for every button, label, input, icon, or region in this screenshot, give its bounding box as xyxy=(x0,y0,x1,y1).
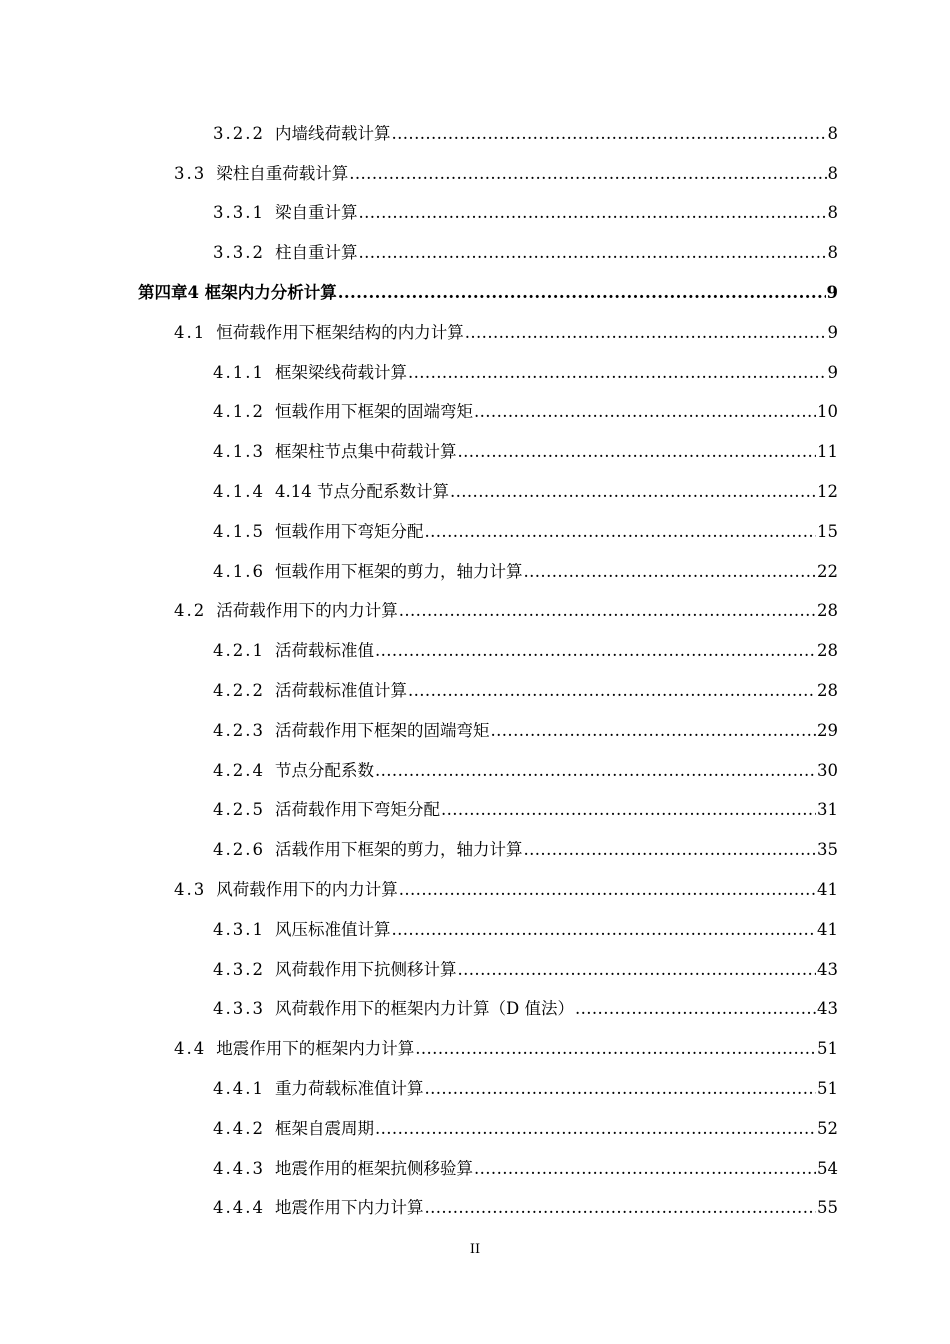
toc-entry-page: 55 xyxy=(817,1198,838,1218)
table-of-contents xyxy=(0,114,950,1228)
toc-entry-title: 恒荷载作用下框架结构的内力计算 xyxy=(216,322,464,342)
toc-entry-number: 3.3.1 xyxy=(213,203,265,223)
toc-entry-title: 恒载作用下框架的剪力，轴力计算 xyxy=(274,561,523,581)
dot-leader xyxy=(490,721,816,741)
dot-leader xyxy=(358,243,826,263)
dot-leader xyxy=(575,999,816,1019)
toc-entry-number: 4.2.6 xyxy=(213,840,265,860)
toc-entry-page: 10 xyxy=(817,402,838,422)
toc-entry-number: 4.1.6 xyxy=(213,561,265,581)
toc-entry-page: 28 xyxy=(817,601,838,621)
toc-entry-title: 4 框架内力分析计算 xyxy=(187,283,337,303)
dot-leader xyxy=(408,363,827,383)
toc-entry-title: 风荷载作用下的内力计算 xyxy=(216,880,398,900)
dot-leader xyxy=(523,562,816,582)
toc-entry-title: 活载作用下框架的剪力，轴力计算 xyxy=(274,840,523,860)
dot-leader xyxy=(457,442,816,462)
toc-entry[interactable] xyxy=(0,870,950,910)
dot-leader xyxy=(441,800,816,820)
toc-entry-number: 4.2.5 xyxy=(213,800,265,820)
dot-leader xyxy=(474,1159,816,1179)
toc-entry-title: 地震作用下内力计算 xyxy=(274,1198,424,1218)
toc-entry[interactable] xyxy=(0,751,950,791)
toc-entry-page: 12 xyxy=(817,482,838,502)
dot-leader xyxy=(415,1039,816,1059)
toc-entry[interactable] xyxy=(0,950,950,990)
toc-entry-title: 活荷载标准值 xyxy=(274,641,374,661)
toc-entry-page: 35 xyxy=(817,840,838,860)
dot-leader xyxy=(399,880,816,900)
toc-entry-number: 3.2.2 xyxy=(213,123,265,143)
toc-entry-page: 41 xyxy=(817,880,838,900)
toc-entry-number: 4.2.4 xyxy=(213,760,265,780)
toc-entry-title: 地震作用的框架抗侧移验算 xyxy=(274,1158,473,1178)
toc-entry-number: 4.4.1 xyxy=(213,1079,265,1099)
dot-leader xyxy=(399,601,816,621)
toc-entry-number: 4.2 xyxy=(174,601,207,621)
toc-entry-page: 8 xyxy=(827,163,838,183)
toc-entry-page: 31 xyxy=(817,800,838,820)
toc-entry-title: 柱自重计算 xyxy=(274,243,358,263)
toc-entry-number: 4.4.4 xyxy=(213,1198,265,1218)
toc-entry-page: 29 xyxy=(817,720,838,740)
toc-entry[interactable] xyxy=(0,671,950,711)
toc-entry-page: 8 xyxy=(827,243,838,263)
toc-entry-number: 3.3.2 xyxy=(213,243,265,263)
dot-leader xyxy=(450,482,816,502)
toc-entry[interactable] xyxy=(0,512,950,552)
toc-entry-number: 4.3.3 xyxy=(213,999,265,1019)
toc-entry[interactable] xyxy=(0,592,950,632)
toc-entry-title: 活荷载作用下弯矩分配 xyxy=(274,800,440,820)
toc-entry-title: 活荷载作用下框架的固端弯矩 xyxy=(274,720,490,740)
dot-leader xyxy=(523,840,816,860)
dot-leader xyxy=(338,283,826,303)
toc-entry[interactable] xyxy=(0,393,950,433)
toc-entry-page: 9 xyxy=(827,362,838,382)
dot-leader xyxy=(375,761,816,781)
dot-leader xyxy=(375,641,816,661)
toc-entry[interactable] xyxy=(0,313,950,353)
toc-entry[interactable] xyxy=(0,432,950,472)
toc-entry-number: 4.1 xyxy=(174,322,207,342)
toc-entry-number: 4.2.3 xyxy=(213,720,265,740)
toc-entry-number: 4.1.1 xyxy=(213,362,265,382)
dot-leader xyxy=(424,1198,816,1218)
toc-entry-number: 3.3 xyxy=(174,163,207,183)
toc-entry-number: 4.3.2 xyxy=(213,959,265,979)
toc-entry-title: 4.14 节点分配系数计算 xyxy=(274,482,449,502)
toc-entry[interactable] xyxy=(0,910,950,950)
dot-leader xyxy=(391,124,826,144)
toc-entry-page: 9 xyxy=(826,283,838,303)
toc-entry-page: 28 xyxy=(817,681,838,701)
toc-entry-title: 地震作用下的框架内力计算 xyxy=(216,1039,415,1059)
toc-entry[interactable] xyxy=(0,711,950,751)
toc-entry[interactable] xyxy=(0,552,950,592)
toc-entry-title: 框架自震周期 xyxy=(274,1118,374,1138)
toc-entry[interactable] xyxy=(0,233,950,273)
toc-entry[interactable] xyxy=(0,194,950,234)
toc-entry[interactable] xyxy=(0,1189,950,1229)
toc-entry-page: 28 xyxy=(817,641,838,661)
page-number: II xyxy=(469,1242,481,1257)
toc-entry[interactable] xyxy=(0,830,950,870)
toc-entry[interactable] xyxy=(0,1149,950,1189)
toc-entry-title: 风荷载作用下抗侧移计算 xyxy=(274,959,457,979)
toc-entry-page: 51 xyxy=(817,1039,838,1059)
dot-leader xyxy=(474,402,816,422)
toc-entry-title: 内墙线荷载计算 xyxy=(274,123,391,143)
toc-entry[interactable] xyxy=(0,791,950,831)
toc-entry-number: 4.1.4 xyxy=(213,482,265,502)
toc-entry-page: 54 xyxy=(817,1158,838,1178)
toc-entry-page: 30 xyxy=(817,760,838,780)
toc-entry-number: 4.2.2 xyxy=(213,681,265,701)
toc-entry-page: 41 xyxy=(817,919,838,939)
toc-entry-title: 梁自重计算 xyxy=(274,203,358,223)
toc-entry[interactable] xyxy=(0,631,950,671)
toc-entry[interactable] xyxy=(0,353,950,393)
toc-entry-title: 活荷载标准值计算 xyxy=(274,681,407,701)
toc-entry-title: 活荷载作用下的内力计算 xyxy=(216,601,398,621)
toc-entry[interactable] xyxy=(0,154,950,194)
dot-leader xyxy=(457,960,816,980)
toc-entry-page: 51 xyxy=(817,1079,838,1099)
toc-entry-page: 8 xyxy=(827,203,838,223)
toc-entry-number: 4.4 xyxy=(174,1039,207,1059)
toc-entry-title: 梁柱自重荷载计算 xyxy=(216,163,349,183)
dot-leader xyxy=(424,1079,816,1099)
toc-entry-number: 4.3 xyxy=(174,880,207,900)
toc-entry-number: 4.2.1 xyxy=(213,641,265,661)
toc-entry-page: 15 xyxy=(817,521,838,541)
toc-entry-number: 4.1.5 xyxy=(213,521,265,541)
dot-leader xyxy=(424,522,816,542)
toc-entry[interactable] xyxy=(0,990,950,1030)
toc-entry-number: 4.4.3 xyxy=(213,1158,265,1178)
toc-entry[interactable] xyxy=(0,114,950,154)
dot-leader xyxy=(375,1119,816,1139)
toc-entry[interactable] xyxy=(0,1109,950,1149)
toc-entry-title: 恒载作用下框架的固端弯矩 xyxy=(274,402,473,422)
toc-entry-title: 框架柱节点集中荷载计算 xyxy=(274,442,457,462)
toc-entry-title: 恒载作用下弯矩分配 xyxy=(274,521,424,541)
toc-entry-number: 4.1.3 xyxy=(213,442,265,462)
toc-entry-number: 4.1.2 xyxy=(213,402,265,422)
dot-leader xyxy=(349,164,826,184)
toc-entry-page: 9 xyxy=(827,322,838,342)
dot-leader xyxy=(408,681,816,701)
toc-entry-page: 43 xyxy=(817,959,838,979)
toc-entry-page: 43 xyxy=(817,999,838,1019)
toc-entry[interactable] xyxy=(0,1069,950,1109)
toc-entry-number: 第四章 xyxy=(138,283,188,303)
toc-entry-title: 重力荷载标准值计算 xyxy=(274,1079,424,1099)
dot-leader xyxy=(465,323,827,343)
dot-leader xyxy=(358,203,826,223)
dot-leader xyxy=(391,920,816,940)
toc-entry[interactable] xyxy=(0,472,950,512)
toc-entry-page: 11 xyxy=(817,442,838,462)
toc-entry-number: 4.3.1 xyxy=(213,919,265,939)
toc-entry-number: 4.4.2 xyxy=(213,1118,265,1138)
toc-entry-title: 风压标准值计算 xyxy=(274,919,391,939)
toc-entry-title: 节点分配系数 xyxy=(274,760,374,780)
toc-entry-page: 52 xyxy=(817,1118,838,1138)
toc-entry-title: 框架梁线荷载计算 xyxy=(274,362,407,382)
toc-entry[interactable] xyxy=(0,1029,950,1069)
toc-entry-page: 22 xyxy=(817,561,838,581)
toc-entry-title: 风荷载作用下的框架内力计算（D 值法） xyxy=(274,999,574,1019)
toc-entry[interactable] xyxy=(0,273,950,313)
toc-entry-page: 8 xyxy=(827,123,838,143)
